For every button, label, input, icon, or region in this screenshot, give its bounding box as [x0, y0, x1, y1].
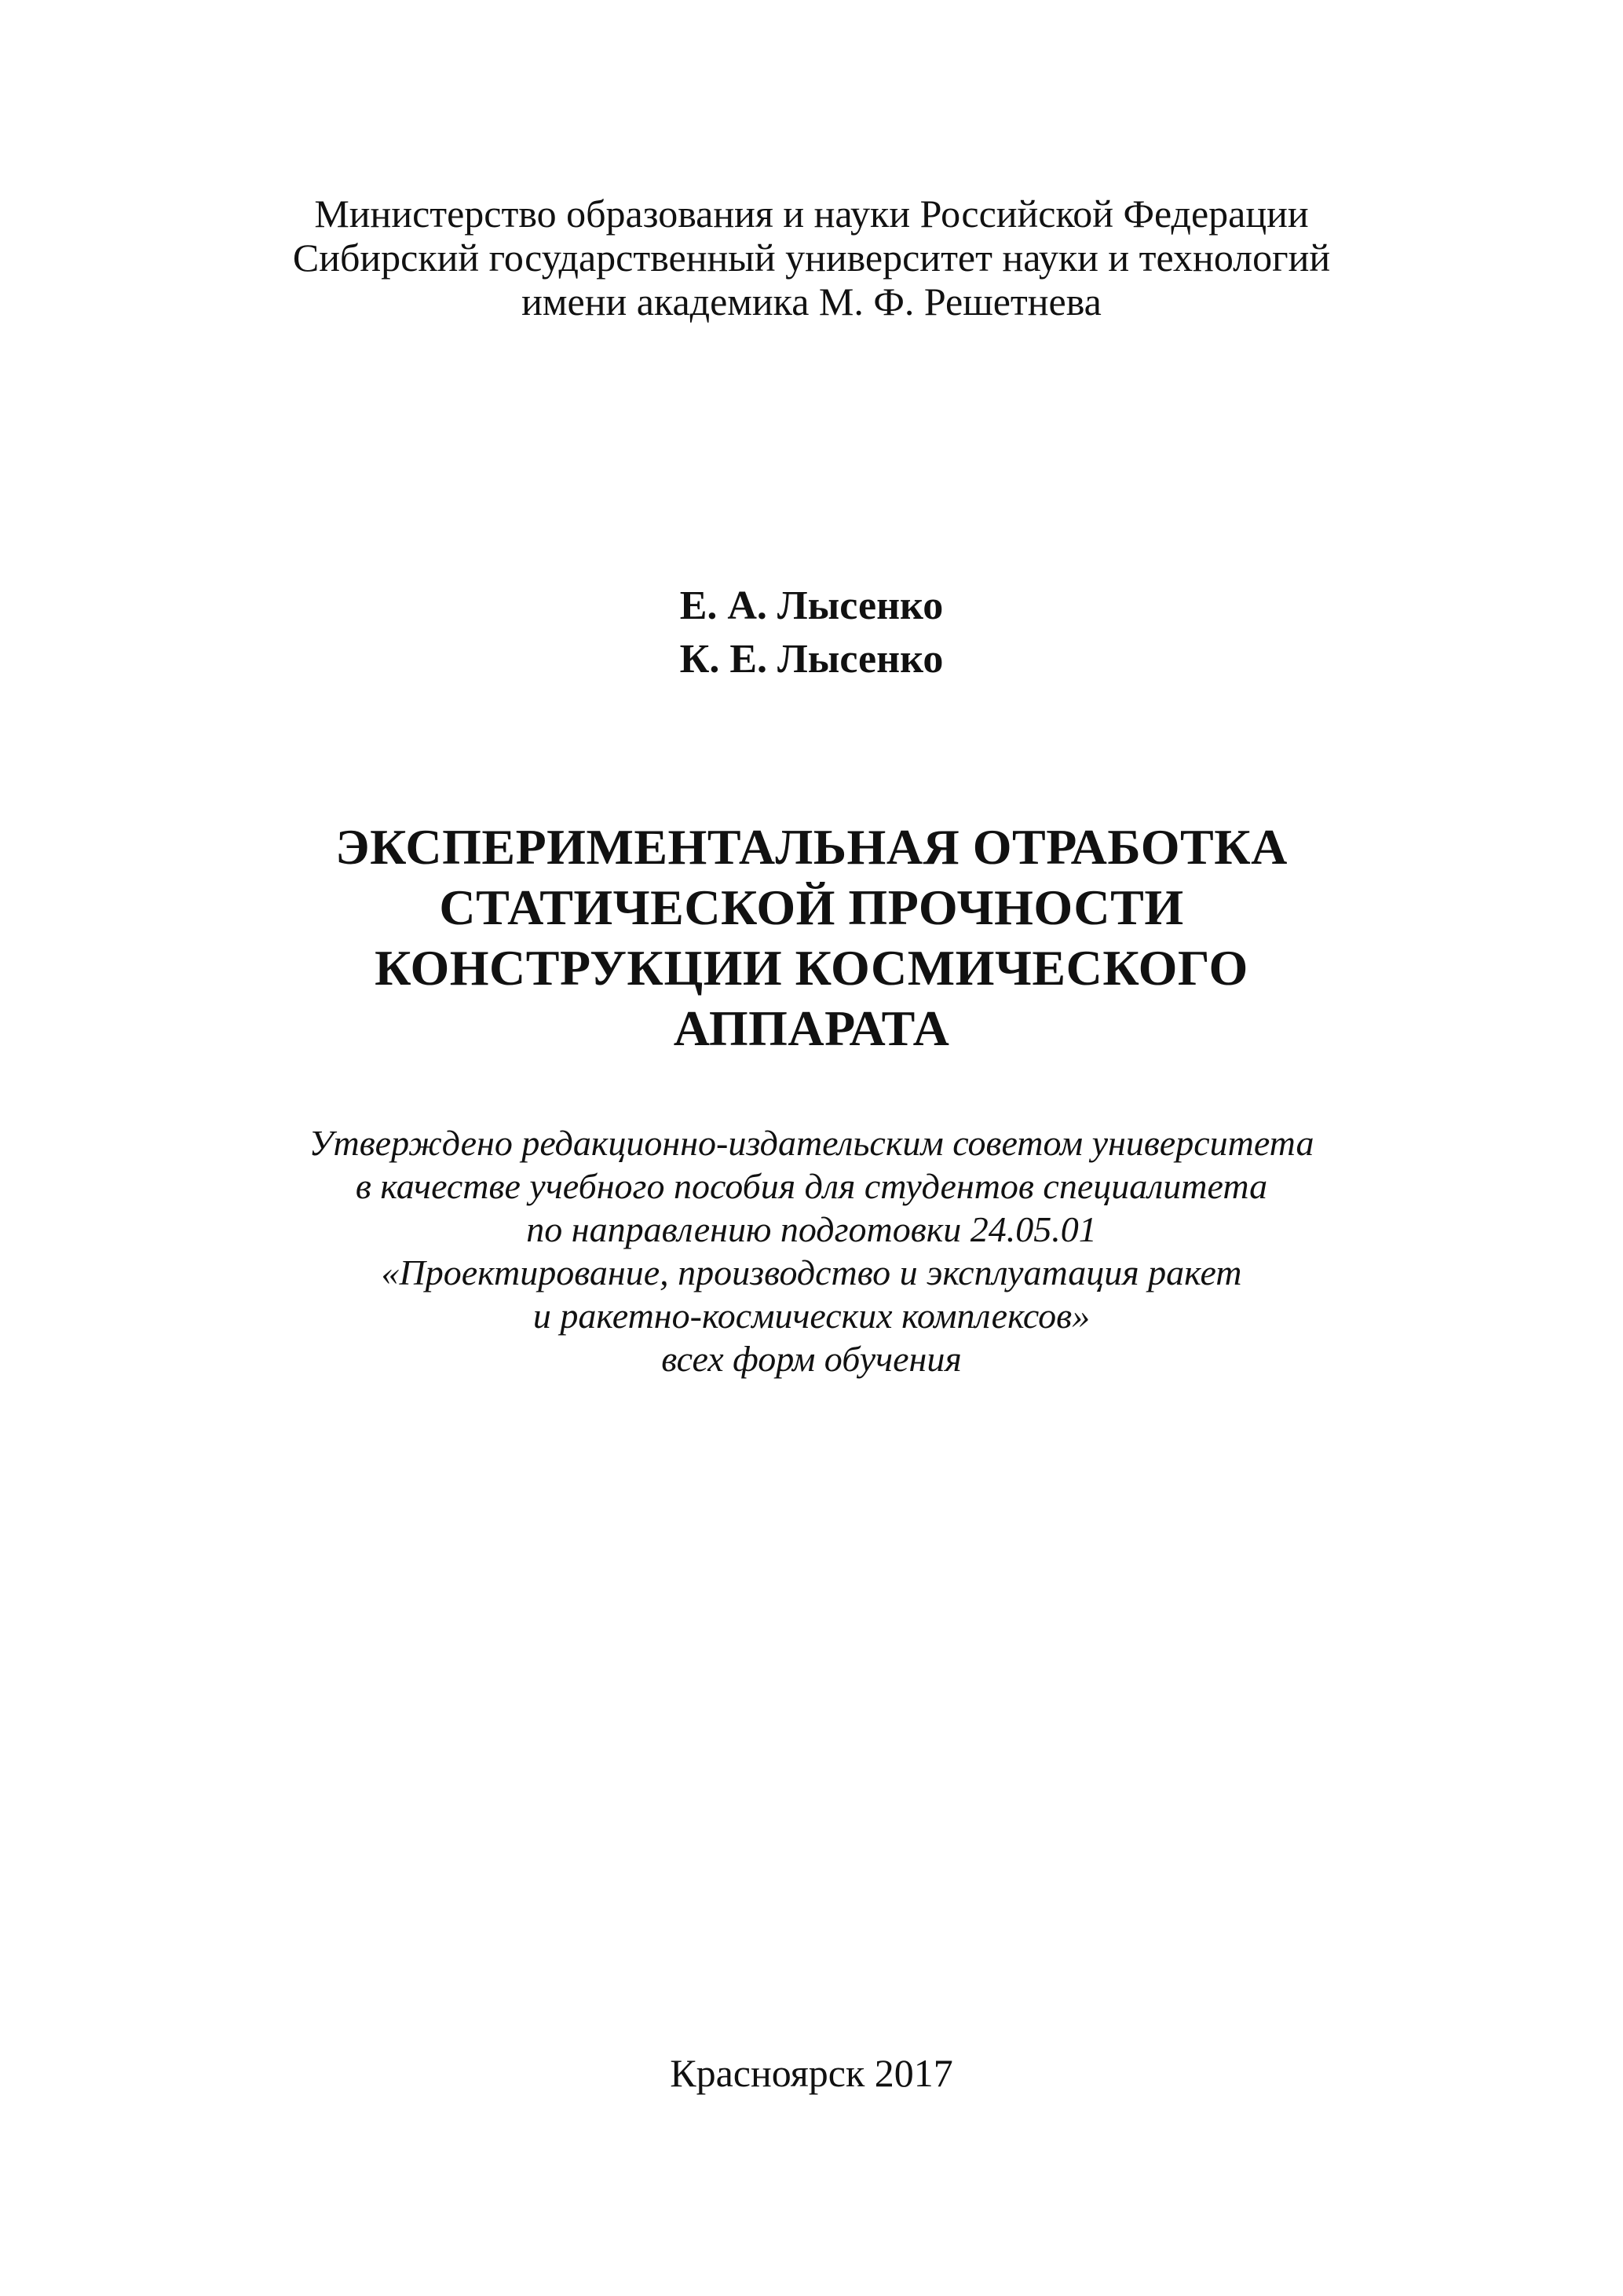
institution-header — [0, 192, 1623, 324]
university-name-line: имени академика М. Ф. Решетнева — [521, 280, 1102, 324]
approval-line: «Проектирование, производство и эксплуатация ракет — [381, 1252, 1242, 1292]
university-line: Сибирский государственный университет науки и технологий — [292, 236, 1331, 280]
authors — [0, 579, 1623, 686]
city-year: Красноярск 2017 — [670, 2051, 953, 2095]
document-title — [0, 817, 1623, 1058]
imprint — [0, 2049, 1623, 2097]
approval-line: всех форм обучения — [661, 1339, 962, 1379]
author-name: К. Е. Лысенко — [679, 637, 944, 682]
title-line: АППАРАТА — [673, 1000, 950, 1056]
approval-line: и ракетно-космических комплексов» — [532, 1296, 1091, 1336]
approval-line: по направлению подготовки 24.05.01 — [526, 1209, 1097, 1249]
approval-line: Утверждено редакционно-издательским советом университета — [309, 1123, 1314, 1163]
approval-statement — [0, 1121, 1623, 1380]
author-name: Е. А. Лысенко — [679, 583, 944, 628]
title-line: ЭКСПЕРИМЕНТАЛЬНАЯ ОТРАБОТКА — [335, 819, 1288, 875]
title-line: СТАТИЧЕСКОЙ ПРОЧНОСТИ — [439, 879, 1184, 935]
approval-line: в качестве учебного пособия для студентов специалитета — [355, 1166, 1268, 1206]
title-line: КОНСТРУКЦИИ КОСМИЧЕСКОГО — [375, 940, 1248, 996]
ministry-line: Министерство образования и науки Российской Федерации — [314, 192, 1309, 236]
